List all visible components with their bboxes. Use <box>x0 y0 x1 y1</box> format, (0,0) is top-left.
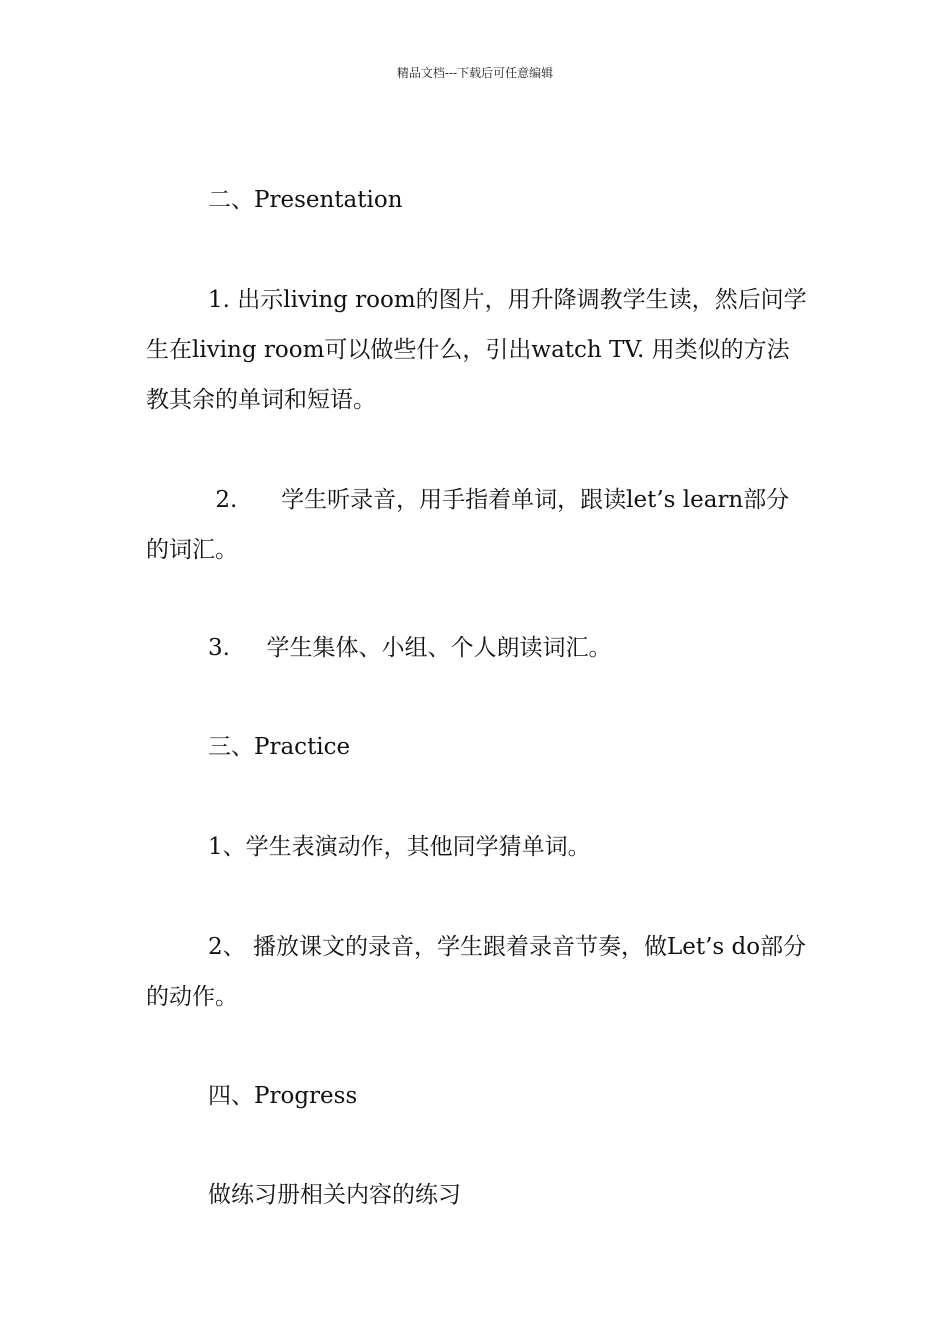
section-heading-progress: 四、Progress <box>208 1083 358 1109</box>
practice-item-1: 1、学生表演动作，其他同学猜单词。 <box>208 834 591 860</box>
presentation-item-2: 2. 学生听录音，用手指着单词，跟读let’s learn部分的词汇。 <box>146 487 790 563</box>
progress-item-1: 做练习册相关内容的练习 <box>208 1182 461 1208</box>
practice-item-2: 2、 播放课文的录音，学生跟着录音节奏，做Let’s do部分的动作。 <box>146 934 807 1010</box>
section-heading-practice: 三、Practice <box>208 734 351 760</box>
page-header: 精品文档---下载后可任意编辑 <box>396 66 554 80</box>
presentation-item-1: 1. 出示living room的图片，用升降调教学生读，然后问学生在living room可以做些什么，引出watch TV. 用类似的方法教其余的单词和短语。 <box>146 287 807 413</box>
presentation-item-3: 3. 学生集体、小组、个人朗读词汇。 <box>208 635 612 661</box>
section-heading-presentation: 二、Presentation <box>208 187 403 213</box>
